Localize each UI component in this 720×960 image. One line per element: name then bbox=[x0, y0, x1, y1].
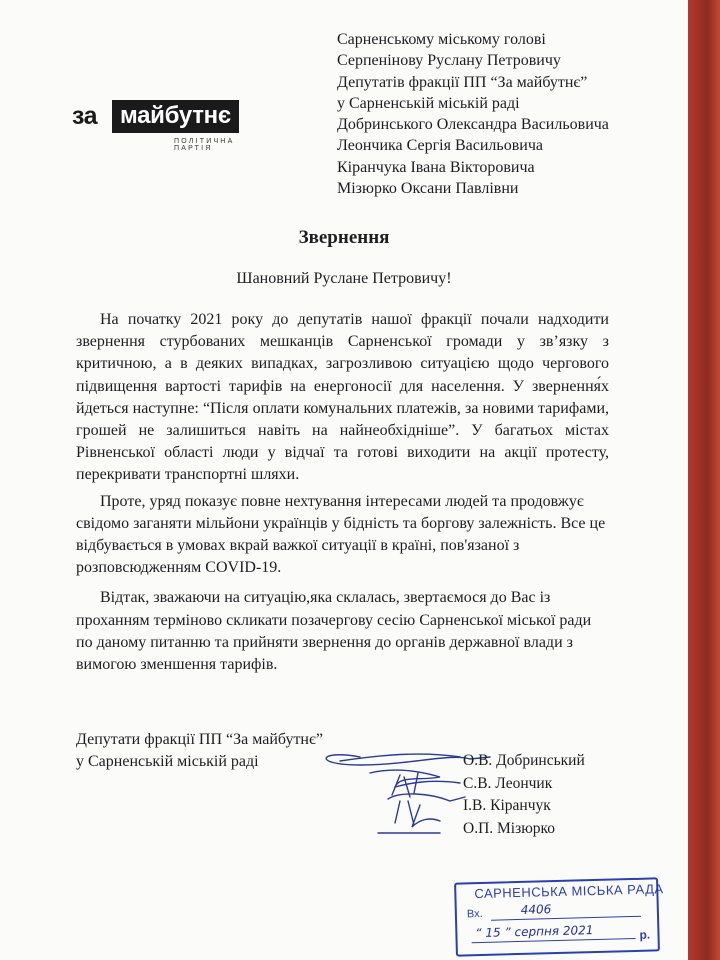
addressee-line: Сарненському міському голові bbox=[337, 31, 546, 48]
addressee-line: Мізюрко Оксани Павлівни bbox=[337, 180, 519, 198]
salutation: Шановний Руслане Петровичу! bbox=[236, 270, 452, 287]
logo-name: майбутнє bbox=[112, 100, 239, 133]
addressee-line: Депутатів фракції ПП “За майбутнє” bbox=[337, 73, 588, 91]
addressee-line: у Сарненській міській раді bbox=[337, 94, 520, 112]
signers-caption bbox=[76, 729, 323, 773]
addressee-line: Добринського Олександра Васильовича bbox=[337, 116, 609, 134]
stamp-year-suffix: р. bbox=[639, 927, 651, 942]
signatory-name: О.П. Мізюрко bbox=[463, 819, 556, 837]
registration-stamp bbox=[454, 877, 664, 956]
addressee-block bbox=[337, 29, 609, 199]
signatory-name: О.В. Добринський bbox=[463, 752, 585, 769]
logo-prefix: за bbox=[72, 102, 98, 130]
party-logo bbox=[72, 100, 268, 152]
stamp-number-line bbox=[491, 916, 641, 921]
addressee-line: Кіранчука Івана Вікторовича bbox=[337, 158, 535, 176]
signers-line: у Сарненській міській раді bbox=[76, 753, 259, 770]
signatory-names bbox=[463, 750, 585, 840]
addressee-line: Серпенінову Руслану Петровичу bbox=[337, 52, 561, 70]
background-edge bbox=[688, 0, 720, 960]
stamp-title: САРНЕНСЬКА МІСЬКА РАДА bbox=[474, 881, 664, 902]
body-paragraph: Проте, уряд показує повне нехтування інтересами людей та продовжує свідомо заганяти мільйони українців у бідність та боргову залежність. Все це відбувається в умовах вкрай важкої ситуації в країні, пов'язаної з розповсюдженням COVID-19. bbox=[76, 492, 606, 577]
signers-line: Депутати фракції ПП “За майбутнє” bbox=[76, 731, 323, 748]
logo-subtitle: ПОЛІТИЧНА ПАРТІЯ bbox=[174, 138, 235, 152]
letter-body bbox=[76, 309, 609, 676]
stamp-date: “ 15 ” серпня 2021 bbox=[475, 923, 594, 941]
body-paragraph: На початку 2021 року до депутатів нашої фракції почали надходити звернення стурбованих мешканців Сарненської громади у зв’язку з критичною, а в деяких випадках, загрозливою ситуацією щодо чергового підвищення вартості тарифів на енергоносії для населення. У звернення́х йдеться наступне: “Після оплати комунальних платежів, за новими тарифами, грошей не залишиться навіть на найнеобхідніше”. У багатьох містах Рівненської області люди у відчаї та готові виходити на акції протесту, перекривати транспортні шляхи. bbox=[76, 311, 609, 484]
body-paragraph: Відтак, зважаючи на ситуацію,яка склалась, звертаємося до Вас із проханням терміново скликати позачергову сесію Сарненської міської ради по даному питанню та прийняти звернення до органів державної влади з вимогою зменшення тарифів. bbox=[76, 589, 592, 674]
signatory-name: І.В. Кіранчук bbox=[463, 797, 551, 814]
document-title: Звернення bbox=[298, 227, 390, 248]
signatory-name: С.В. Леончик bbox=[463, 774, 553, 792]
stamp-number: 4406 bbox=[520, 902, 552, 917]
addressee-line: Леончика Сергія Васильовича bbox=[337, 137, 543, 155]
stamp-incoming-label: Вх. bbox=[466, 907, 483, 921]
